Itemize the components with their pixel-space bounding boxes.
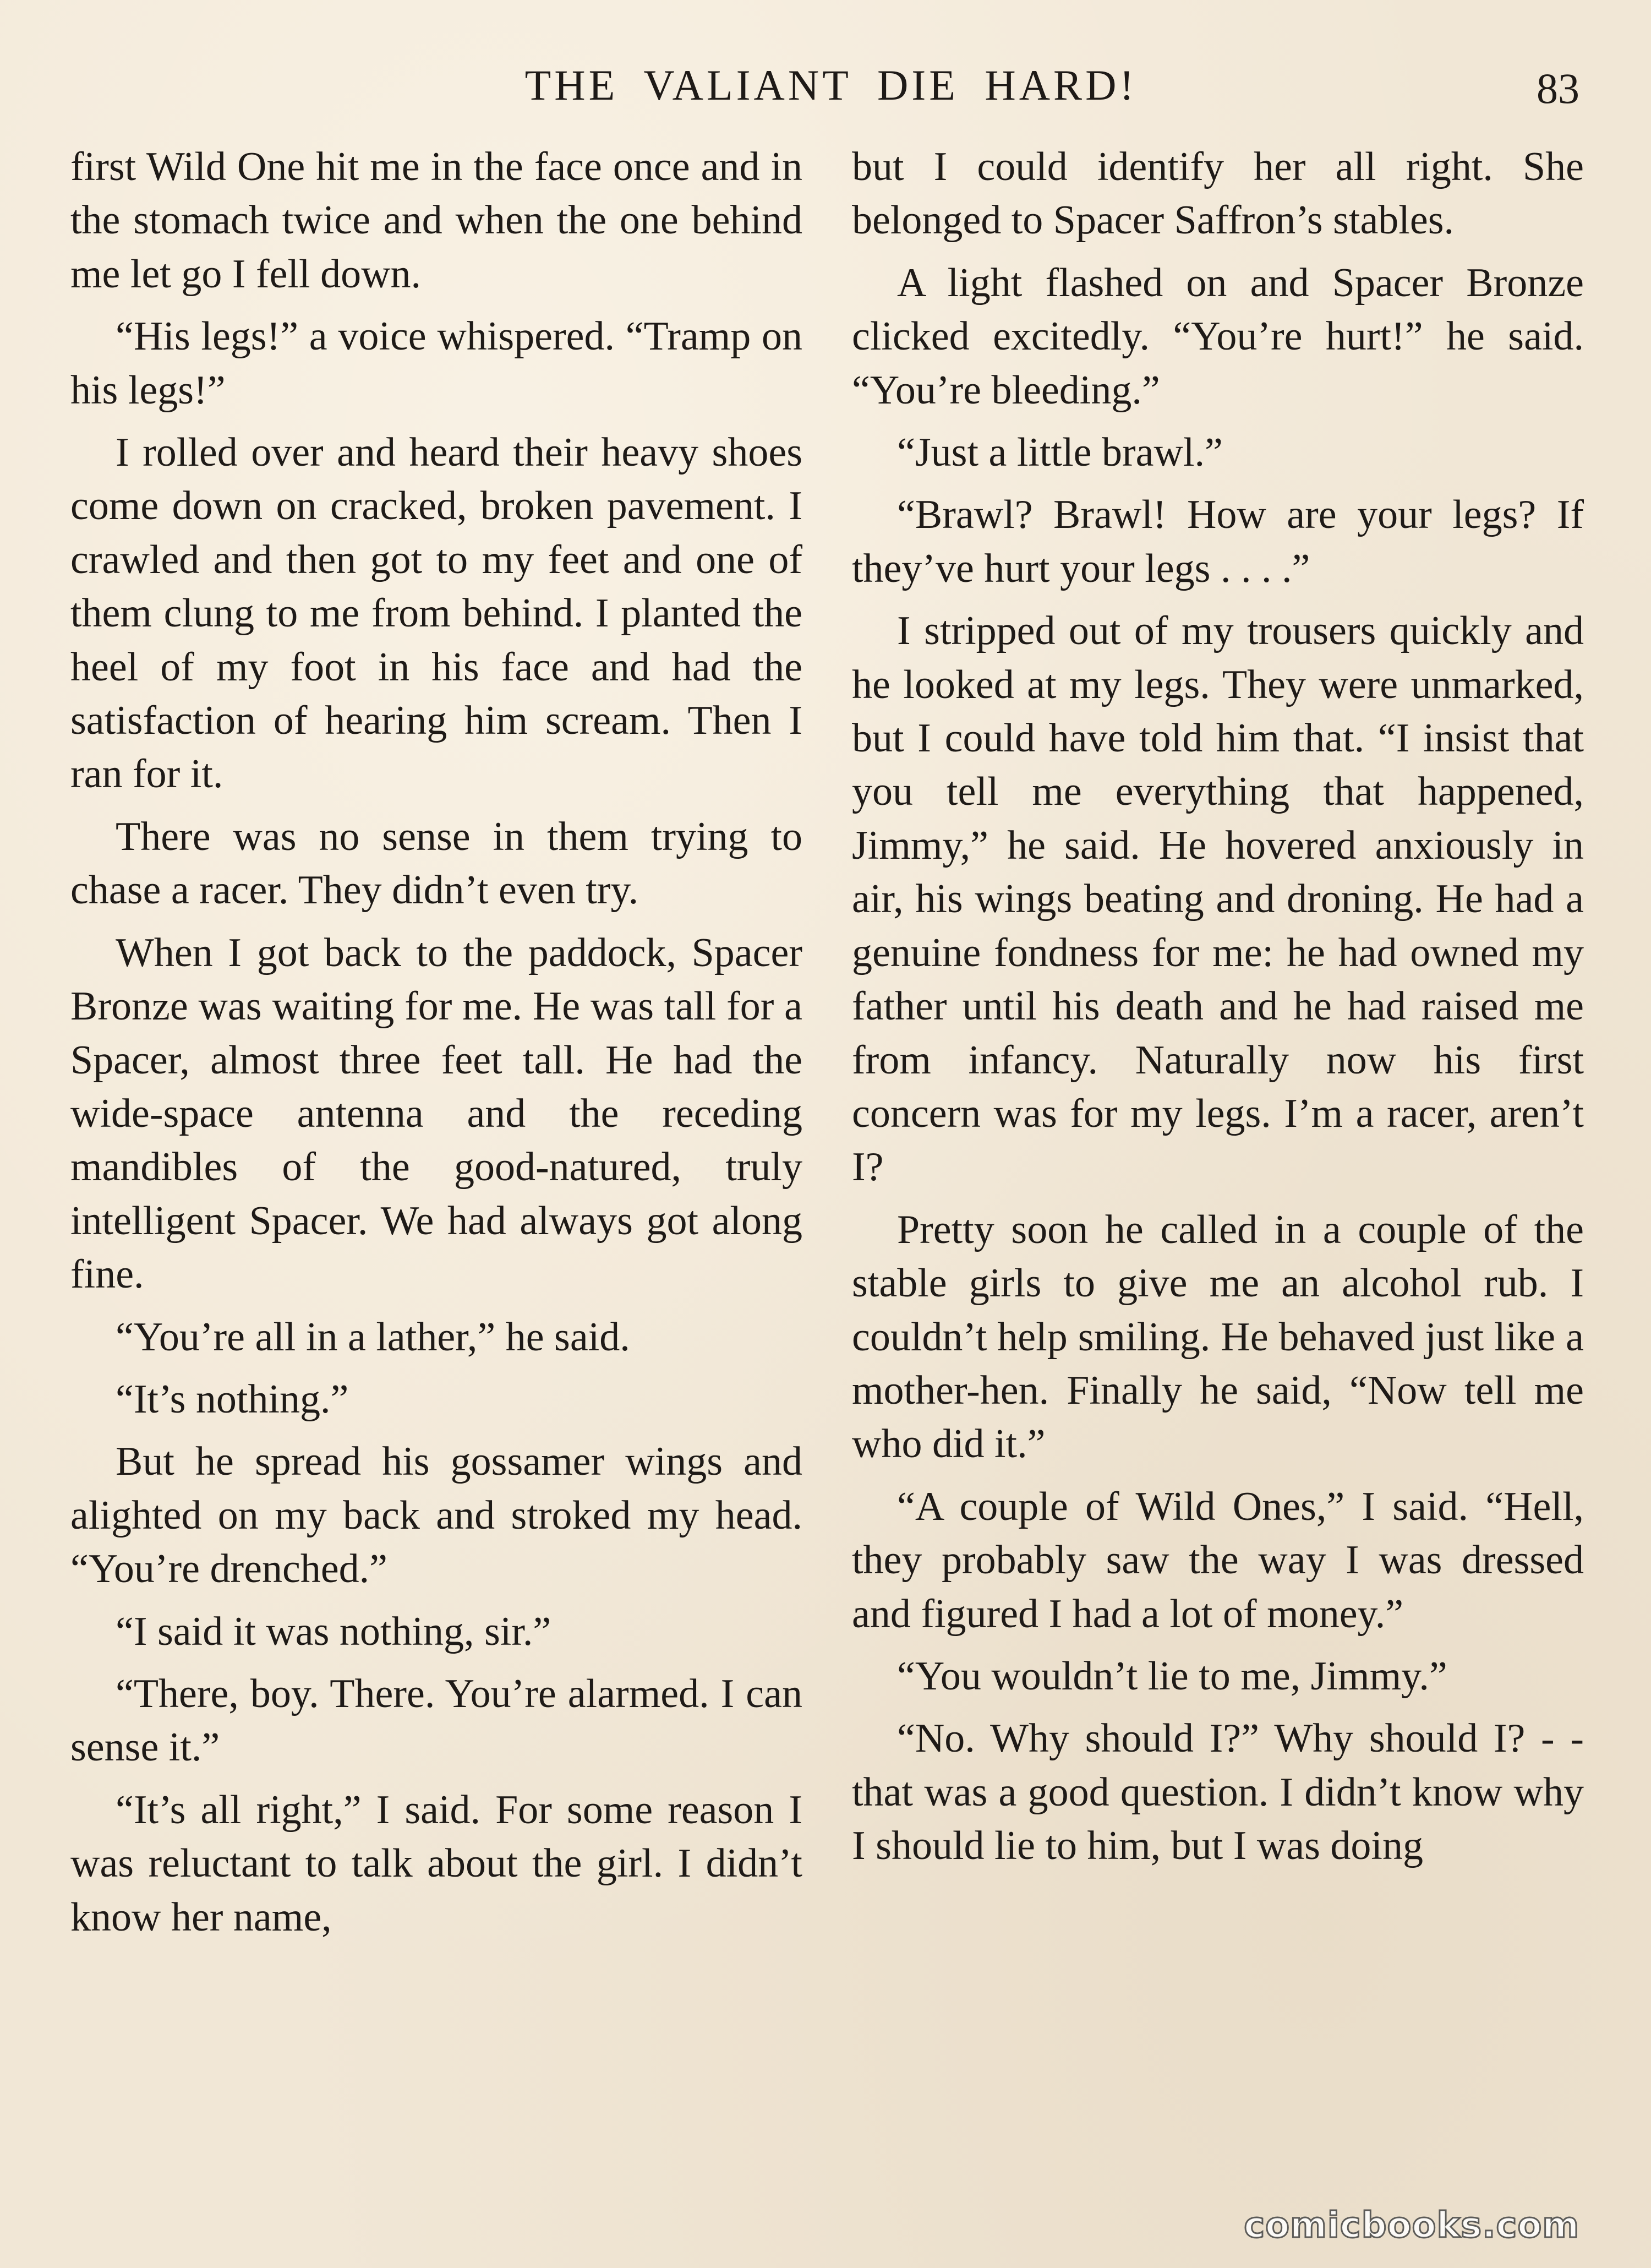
paragraph: “A couple of Wild Ones,” I said. “Hell, they probably saw the way I was dressed and figured I had a lot of money.” xyxy=(852,1484,1584,1637)
paragraph: but I could identify her all right. She belonged to Spacer Saffron’s stables. xyxy=(852,144,1584,243)
paragraph: “Just a little brawl.” xyxy=(897,430,1223,476)
right-text-column xyxy=(852,140,1584,1882)
paragraph: A light flashed on and Spacer Bronze clicked excitedly. “You’re hurt!” he said. “You’re bleeding.” xyxy=(852,260,1584,413)
paragraph: I rolled over and heard their heavy shoes come down on cracked, broken pavement. I crawled and then got to my feet and one of them clung to me from behind. I planted the heel of my foot in his face and had the satisfaction of hearing him scream. Then I ran for it. xyxy=(70,430,802,797)
paragraph: Pretty soon he called in a couple of the stable girls to give me an alcohol rub. I couldn’t help smiling. He behaved just like a mother-hen. Finally he said, “Now tell me who did it.” xyxy=(852,1207,1584,1467)
paragraph: I stripped out of my trousers quickly and he looked at my legs. They were unmarked, but I could have told him that. “I insist that you tell me everything that happened, Jimmy,” he said. He hovered anxiously in air, his wings beating and droning. He had a genuine fondness for me: he had owned my father until his death and he had raised me from infancy. Naturally now his first concern was for my legs. I’m a racer, aren’t I? xyxy=(852,608,1584,1190)
paragraph: “It’s all right,” I said. For some reason I was reluctant to talk about the girl. I didn’t know her name, xyxy=(70,1787,802,1940)
running-title: THE VALIANT DIE HARD! xyxy=(524,61,1138,109)
paragraph: “Brawl? Brawl! How are your legs? If they’ve hurt your legs . . . .” xyxy=(852,492,1584,591)
paragraph: “I said it was nothing, sir.” xyxy=(116,1609,551,1654)
paragraph: first Wild One hit me in the face once and in the stomach twice and when the one behind me let go I fell down. xyxy=(70,144,802,297)
left-text-column xyxy=(70,140,802,1953)
paragraph: “No. Why should I?” Why should I? - - that was a good question. I didn’t know why I should lie to him, but I was doing xyxy=(852,1716,1584,1869)
paragraph: “There, boy. There. You’re alarmed. I can sense it.” xyxy=(70,1671,802,1770)
paragraph: “You wouldn’t lie to me, Jimmy.” xyxy=(897,1653,1447,1699)
watermark: comicbooks.com xyxy=(1244,2205,1579,2246)
paragraph: “You’re all in a lather,” he said. xyxy=(116,1314,630,1360)
paragraph: But he spread his gossamer wings and alighted on my back and stroked my head. “You’re drenched.” xyxy=(70,1439,802,1592)
paragraph: “It’s nothing.” xyxy=(116,1376,349,1422)
paragraph: When I got back to the paddock, Spacer Bronze was waiting for me. He was tall for a Spacer, almost three feet tall. He had the wide-space antenna and the receding mandibles of the good-natured, truly intelligent Spacer. We had always got along fine. xyxy=(70,930,802,1297)
running-header xyxy=(0,55,1651,116)
paragraph: There was no sense in them trying to chase a racer. They didn’t even try. xyxy=(70,814,802,913)
page-number: 83 xyxy=(1537,64,1579,112)
paragraph: “His legs!” a voice whispered. “Tramp on his legs!” xyxy=(70,314,802,413)
